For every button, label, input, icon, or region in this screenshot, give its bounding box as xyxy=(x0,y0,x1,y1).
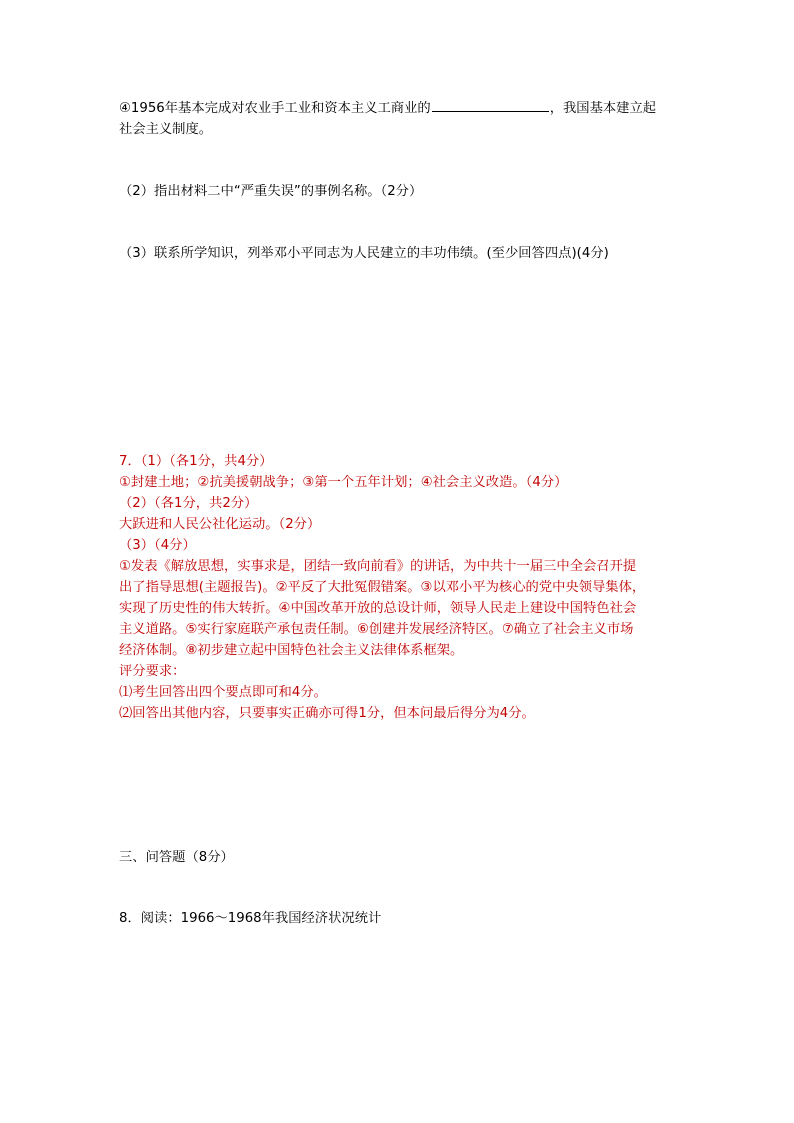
answer-line: 出了指导思想(主题报告)。②平反了大批冤假错案。③以邓小平为核心的党中央领导集体， xyxy=(119,580,646,595)
q8-title: 8．阅读：1966～1968年我国经济状况统计 xyxy=(119,911,382,926)
answer-line: ⑵回答出其他内容，只要事实正确亦可得1分，但本问最后得分为4分。 xyxy=(119,706,535,721)
q6-fill-text-before: ④1956年基本完成对农业手工业和资本主义工商业的 xyxy=(119,101,431,116)
q6-fill-text-after: ，我国基本建立起 xyxy=(549,101,657,116)
answer-line: 评分要求： xyxy=(119,664,186,679)
q6-sub-question-2: （2）指出材料二中“严重失误”的事例名称。（2分） xyxy=(119,184,423,199)
answer-line: ①发表《解放思想，实事求是，团结一致向前看》的讲话，为中共十一届三中全会召开提 xyxy=(119,559,637,574)
q6-sub-question-3: （3）联系所学知识，列举邓小平同志为人民建立的丰功伟绩。(至少回答四点)(4分) xyxy=(119,246,609,261)
answer-line: 大跃进和人民公社化运动。（2分） xyxy=(119,517,321,532)
answer-line: 主义道路。⑤实行家庭联产承包责任制。⑥创建并发展经济特区。⑦确立了社会主义市场 xyxy=(119,622,634,637)
answer-line: 实现了历史性的伟大转折。④中国改革开放的总设计师，领导人民走上建设中国特色社会 xyxy=(119,601,637,616)
q6-fill-line-1 xyxy=(119,98,656,119)
answer-line: （3）（4分） xyxy=(119,538,196,553)
answer-line: 7．（1）（各1分，共4分） xyxy=(119,454,273,469)
answer-line: ⑴考生回答出四个要点即可和4分。 xyxy=(119,685,327,700)
q6-fill-line-2: 社会主义制度。 xyxy=(119,122,213,137)
answer-line: ①封建土地；②抗美援朝战争；③第一个五年计划；④社会主义改造。（4分） xyxy=(119,475,568,490)
answer-line: （2）（各1分，共2分） xyxy=(119,496,258,511)
answer-line: 经济体制。⑧初步建立起中国特色社会主义法律体系框架。 xyxy=(119,643,464,658)
section-3-title: 三、问答题（8分） xyxy=(119,850,234,865)
fill-in-blank[interactable] xyxy=(432,98,549,112)
